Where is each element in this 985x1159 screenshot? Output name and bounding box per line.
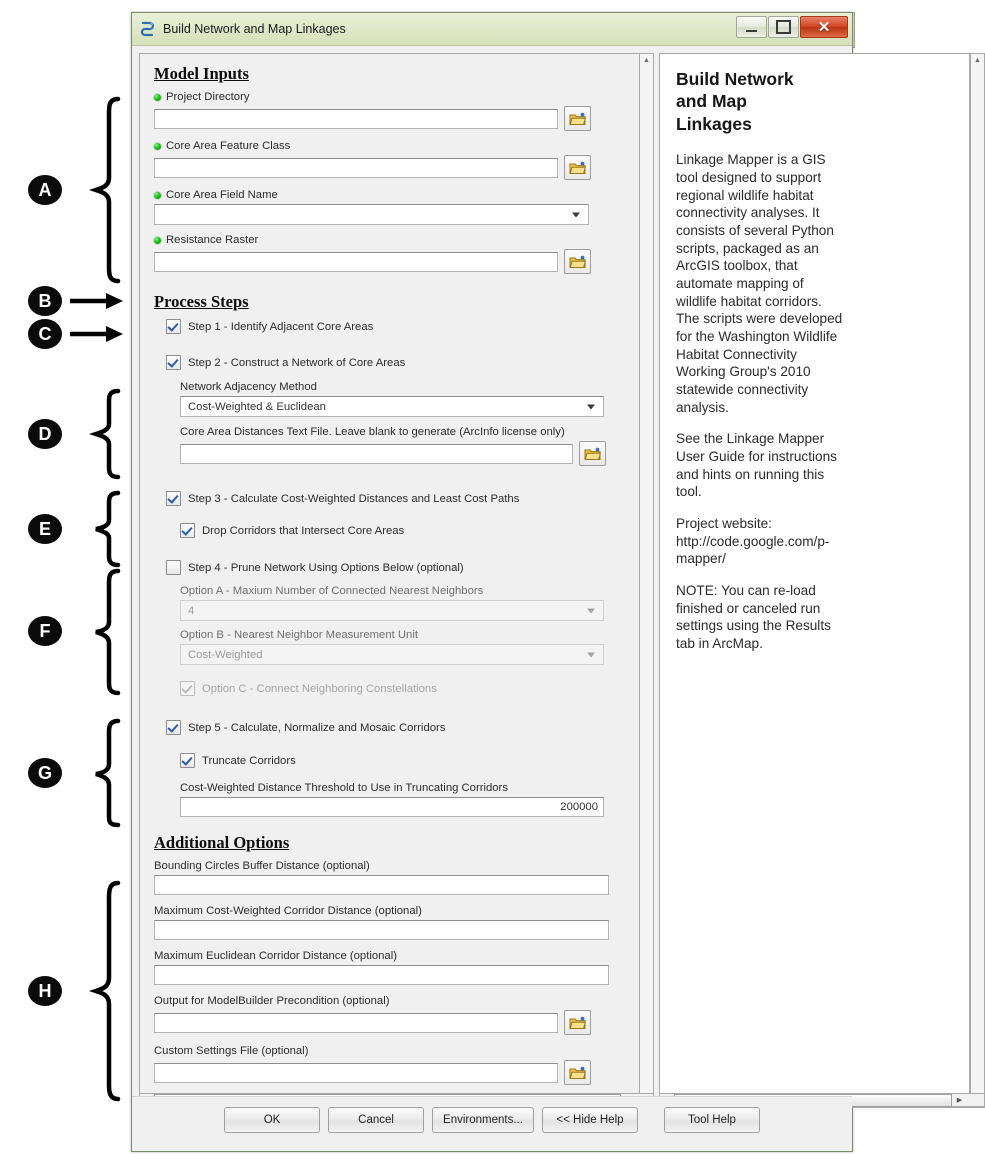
- field-bounding-circles-buffer: [154, 860, 627, 895]
- scroll-up-icon[interactable]: ▲: [974, 57, 981, 64]
- checkbox-label: Step 5 - Calculate, Normalize and Mosaic Corridors: [188, 721, 446, 734]
- brace-g: [88, 718, 122, 828]
- annotation-letter-g: G: [28, 758, 62, 788]
- folder-icon: [569, 1066, 586, 1080]
- field-resistance-raster: [154, 234, 627, 274]
- required-dot-icon: [154, 237, 161, 244]
- checkbox-icon[interactable]: [180, 753, 195, 768]
- section-heading-additional-options: Additional Options: [154, 833, 290, 852]
- label-text: Option A - Maxium Number of Connected Nearest Neighbors: [180, 585, 484, 597]
- checkbox-icon[interactable]: [180, 523, 195, 538]
- label-text: Core Area Feature Class: [166, 140, 291, 152]
- maximize-button[interactable]: [768, 16, 799, 38]
- brace-f: [88, 568, 122, 696]
- field-core-area-feature-class: [154, 140, 627, 180]
- parameters-content: [140, 54, 627, 1087]
- browse-folder-button[interactable]: [564, 1010, 591, 1035]
- label-text: Option B - Nearest Neighbor Measurement Unit: [180, 629, 418, 641]
- field-custom-settings-file: [154, 1045, 627, 1085]
- checkbox-label: Option C - Connect Neighboring Constellations: [202, 682, 437, 695]
- help-paragraph: NOTE: You can re-load finished or canceled run settings using the Results tab in ArcMap.: [676, 582, 831, 651]
- resistance-raster-input[interactable]: [154, 252, 558, 272]
- field-row: [154, 106, 627, 131]
- field-label: [154, 91, 627, 103]
- checkbox-step-2[interactable]: [166, 355, 627, 370]
- minimize-button[interactable]: [736, 16, 767, 38]
- select-value: Cost-Weighted & Euclidean: [188, 400, 326, 413]
- scroll-up-icon[interactable]: ▲: [643, 57, 650, 64]
- checkbox-icon[interactable]: [166, 491, 181, 506]
- checkbox-label: Step 1 - Identify Adjacent Core Areas: [188, 320, 374, 333]
- field-label: [154, 995, 627, 1007]
- option-a-select[interactable]: [180, 600, 604, 621]
- browse-folder-button[interactable]: [564, 106, 591, 131]
- label-text: Maximum Cost-Weighted Corridor Distance (optional): [154, 905, 422, 917]
- field-label: [154, 950, 627, 962]
- close-button[interactable]: [800, 16, 848, 38]
- annotation-letter-f: F: [28, 616, 62, 646]
- field-max-cwd-corridor-distance: [154, 905, 627, 940]
- close-icon: ✕: [817, 18, 831, 36]
- folder-icon: [569, 112, 586, 126]
- cancel-button[interactable]: Cancel: [328, 1107, 424, 1133]
- checkbox-icon[interactable]: [166, 560, 181, 575]
- ok-button[interactable]: OK: [224, 1107, 320, 1133]
- annotation-letter-c: C: [28, 319, 62, 349]
- checkbox-label: Step 4 - Prune Network Using Options Below (optional): [188, 561, 464, 574]
- field-max-euclidean-corridor-distance: [154, 950, 627, 985]
- custom-settings-file-input[interactable]: [154, 1063, 558, 1083]
- label-text: Maximum Euclidean Corridor Distance (optional): [154, 950, 397, 962]
- label-text: Bounding Circles Buffer Distance (optional): [154, 860, 370, 872]
- folder-icon: [569, 161, 586, 175]
- field-row: [154, 249, 627, 274]
- help-paragraph: See the Linkage Mapper User Guide for instructions and hints on running this tool.: [676, 431, 837, 500]
- checkbox-icon[interactable]: [166, 355, 181, 370]
- checkbox-option-c[interactable]: [180, 681, 627, 696]
- field-row: [154, 155, 627, 180]
- field-row: [154, 1010, 627, 1035]
- option-b-select[interactable]: [180, 644, 604, 665]
- checkbox-label: Step 3 - Calculate Cost-Weighted Distances and Least Cost Paths: [188, 492, 520, 505]
- annotation-letter-a: A: [28, 175, 62, 205]
- section-heading-process-steps: Process Steps: [154, 292, 249, 311]
- field-label: [154, 860, 627, 872]
- help-pane: [659, 53, 970, 1108]
- hide-help-button[interactable]: << Hide Help: [542, 1107, 638, 1133]
- bounding-circles-buffer-input[interactable]: [154, 875, 609, 895]
- select-value: 4: [188, 604, 195, 617]
- checkbox-label: Truncate Corridors: [202, 754, 296, 767]
- network-adjacency-method-select[interactable]: [180, 396, 604, 417]
- field-label: [154, 905, 627, 917]
- brace-e: [88, 490, 122, 568]
- field-label: [154, 189, 627, 201]
- annotation-letter-b: B: [28, 286, 62, 316]
- window-controls: [736, 16, 848, 38]
- maximize-icon: [776, 20, 791, 34]
- required-dot-icon: [154, 143, 161, 150]
- label-text: Project Directory: [166, 91, 250, 103]
- brace-h: [88, 880, 122, 1102]
- checkbox-drop-corridors[interactable]: [180, 523, 627, 538]
- help-vertical-scrollbar[interactable]: [970, 53, 985, 1108]
- chevron-down-icon: [587, 608, 595, 613]
- arrow-b: [68, 290, 124, 312]
- annotation-overlay: [0, 0, 130, 1159]
- scroll-right-icon[interactable]: ▶: [956, 1097, 963, 1104]
- checkbox-label: Drop Corridors that Intersect Core Areas: [202, 524, 405, 537]
- browse-folder-button[interactable]: [564, 1060, 591, 1085]
- section-heading-model-inputs: Model Inputs: [154, 64, 249, 83]
- checkbox-label: Step 2 - Construct a Network of Core Areas: [188, 356, 406, 369]
- tool-dialog: [131, 12, 981, 1152]
- core-area-field-name-select[interactable]: [154, 204, 589, 225]
- help-paragraph: Project website: http://code.google.com/p-mapper/: [676, 515, 830, 567]
- annotation-letter-e: E: [28, 514, 62, 544]
- parameters-vertical-scrollbar[interactable]: [639, 53, 654, 1108]
- chevron-down-icon: [587, 652, 595, 657]
- required-dot-icon: [154, 94, 161, 101]
- brace-d: [88, 388, 122, 480]
- dialog-titlebar[interactable]: [132, 13, 852, 46]
- field-row: [154, 1060, 627, 1085]
- core-area-distances-file-input[interactable]: [180, 444, 573, 464]
- label-text: Network Adjacency Method: [180, 381, 317, 393]
- checkbox-step-1[interactable]: [166, 319, 627, 334]
- field-modelbuilder-precondition: [154, 995, 627, 1035]
- environments-button[interactable]: Environments...: [432, 1107, 534, 1133]
- select-value: Cost-Weighted: [188, 648, 263, 661]
- annotation-letter-h: H: [28, 976, 62, 1006]
- field-network-adjacency-method: [166, 381, 627, 417]
- tool-help-button[interactable]: Tool Help: [664, 1107, 760, 1133]
- chevron-down-icon: [572, 212, 580, 217]
- label-text: Output for ModelBuilder Precondition (optional): [154, 995, 390, 1007]
- folder-icon: [569, 1016, 586, 1030]
- modelbuilder-precondition-input[interactable]: [154, 1013, 558, 1033]
- checkbox-icon[interactable]: [166, 720, 181, 735]
- chevron-down-icon: [587, 404, 595, 409]
- browse-folder-button[interactable]: [579, 441, 606, 466]
- label-text: Core Area Distances Text File. Leave blank to generate (ArcInfo license only): [180, 426, 565, 438]
- label-text: Resistance Raster: [166, 234, 259, 246]
- field-option-a: [166, 585, 627, 621]
- help-paragraph: Linkage Mapper is a GIS tool designed to support regional wildlife habitat connectivity analyses. It consists of several Python scripts, packaged as an ArcGIS toolbox, that automate mapping of wildlife habitat corridors. The scripts were developed for the Washington Wildlife Habitat Connectivity Working Group's 2010 statewide connectivity analysis.: [676, 152, 843, 415]
- field-project-directory: [154, 91, 627, 131]
- script-icon: [140, 21, 156, 37]
- minimize-icon: [746, 30, 757, 32]
- browse-folder-button[interactable]: [564, 155, 591, 180]
- field-core-area-distances-file: [166, 426, 627, 466]
- dialog-body: [132, 45, 981, 1151]
- checkbox-step-3[interactable]: [166, 491, 627, 506]
- annotation-letter-d: D: [28, 419, 62, 449]
- folder-icon: [569, 255, 586, 269]
- max-euclidean-corridor-distance-input[interactable]: [154, 965, 609, 985]
- field-label: [154, 234, 627, 246]
- help-content: [660, 54, 969, 653]
- field-core-area-field-name: [154, 189, 627, 225]
- folder-icon: [584, 447, 601, 461]
- checkbox-truncate-corridors[interactable]: [180, 753, 627, 768]
- checkbox-icon[interactable]: [166, 319, 181, 334]
- cwd-threshold-input[interactable]: 200000: [180, 797, 604, 817]
- required-dot-icon: [154, 192, 161, 199]
- help-title: Build Network and Map Linkages: [676, 69, 794, 134]
- label-text: Core Area Field Name: [166, 189, 278, 201]
- field-option-b: [166, 629, 627, 665]
- browse-folder-button[interactable]: [564, 249, 591, 274]
- field-label: [154, 1045, 627, 1057]
- dialog-title: Build Network and Map Linkages: [163, 22, 346, 36]
- field-cwd-threshold: [166, 782, 627, 817]
- label-text: Custom Settings File (optional): [154, 1045, 309, 1057]
- project-directory-input[interactable]: [154, 109, 558, 129]
- checkbox-step-4[interactable]: [166, 560, 627, 575]
- brace-a: [88, 96, 122, 284]
- arrow-c: [68, 323, 124, 345]
- field-label: [154, 140, 627, 152]
- field-row: [180, 441, 627, 466]
- core-area-feature-class-input[interactable]: [154, 158, 558, 178]
- label-text: Cost-Weighted Distance Threshold to Use in Truncating Corridors: [180, 782, 508, 794]
- dialog-button-bar: [132, 1096, 852, 1151]
- checkbox-icon[interactable]: [180, 681, 195, 696]
- parameters-pane: [139, 53, 639, 1108]
- max-cwd-corridor-distance-input[interactable]: [154, 920, 609, 940]
- checkbox-step-5[interactable]: [166, 720, 627, 735]
